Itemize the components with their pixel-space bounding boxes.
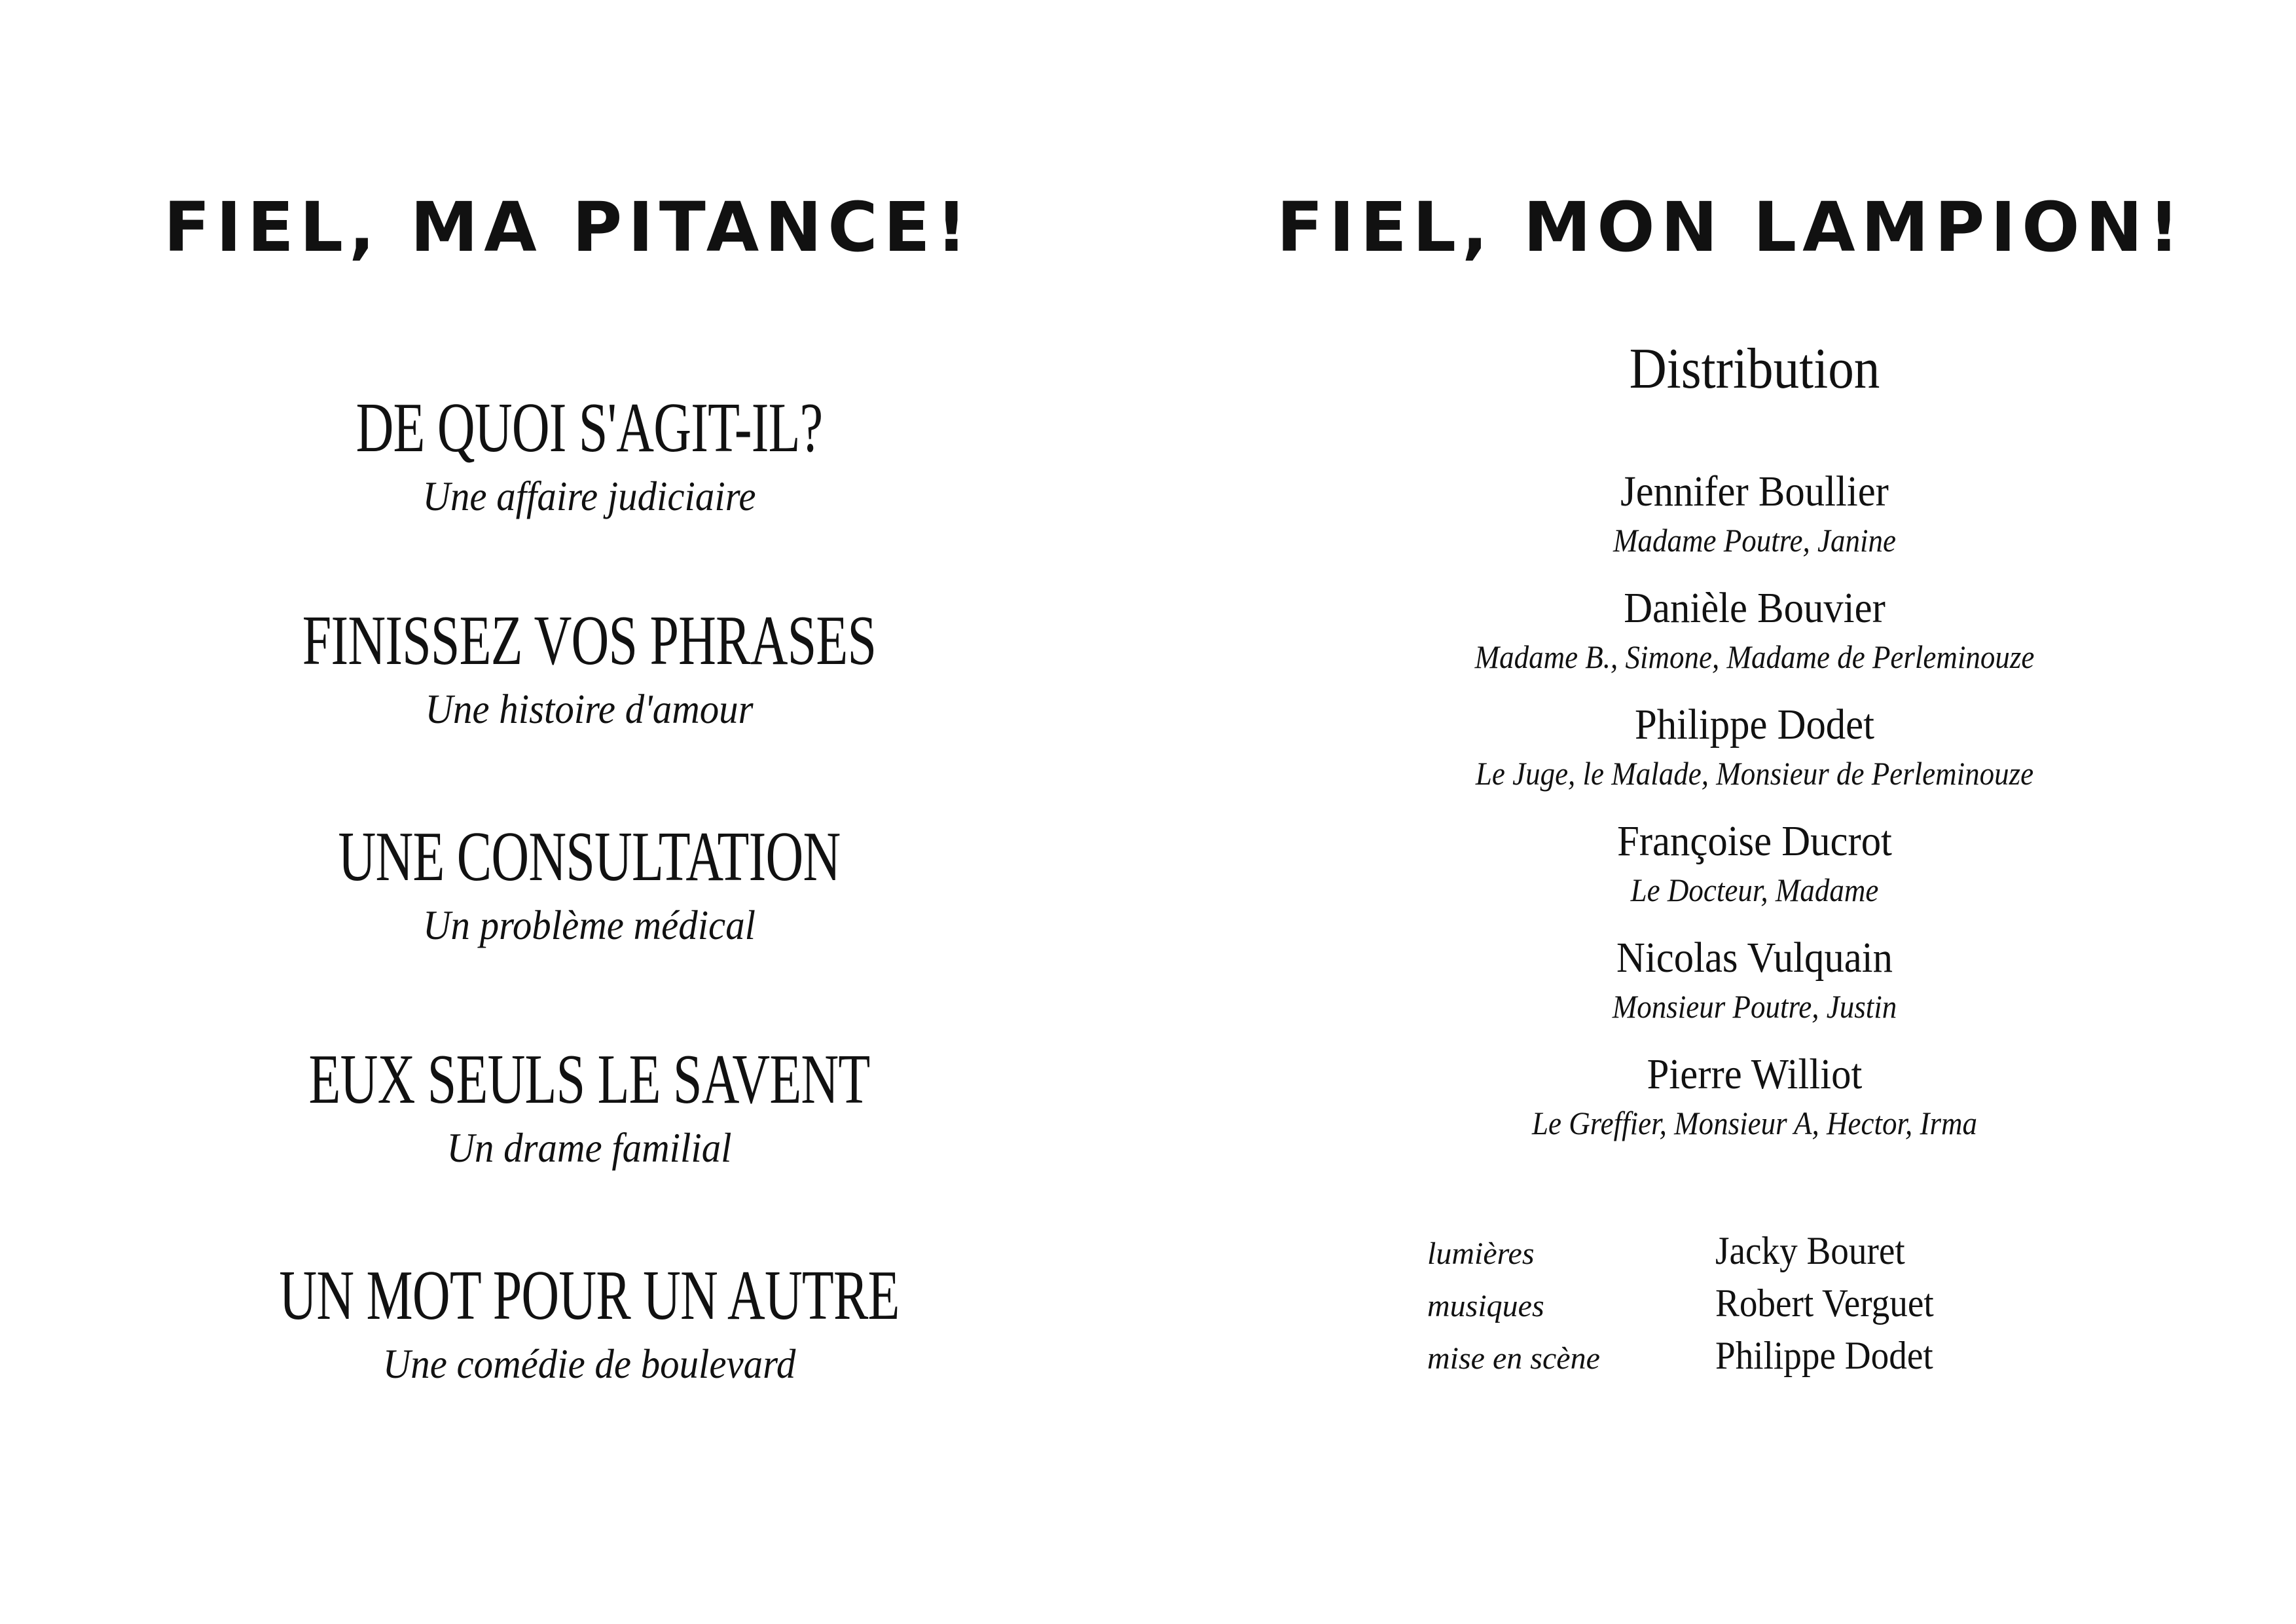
sketch-title: FINISSEZ VOS PHRASES	[302, 602, 877, 680]
credit-role: mise en scène	[1427, 1341, 1600, 1376]
sketch-subtitle: Un drame familial	[446, 1124, 732, 1171]
sketch-title: EUX SEULS LE SAVENT	[308, 1041, 870, 1118]
actor-name: Françoise Ducrot	[1617, 817, 1892, 865]
actor-name: Pierre Williot	[1647, 1050, 1863, 1098]
sketch-subtitle: Une comédie de boulevard	[382, 1340, 796, 1387]
actor-name: Jennifer Boullier	[1620, 468, 1889, 515]
credit-row	[1427, 1283, 1953, 1336]
sketch-item	[0, 818, 1178, 948]
sketch-title: UN MOT POUR UN AUTRE	[279, 1257, 900, 1335]
credit-row	[1427, 1336, 1953, 1388]
sketch-subtitle: Une affaire judiciaire	[422, 473, 756, 519]
right-page	[1231, 0, 2278, 1624]
actor-roles: Le Greffier, Monsieur A, Hector, Irma	[1532, 1105, 1977, 1141]
credit-name: Philippe Dodet	[1715, 1334, 1933, 1377]
credit-name: Jacky Bouret	[1715, 1229, 1905, 1272]
cast-member	[1231, 703, 2278, 820]
cast-member	[1231, 936, 2278, 1053]
credit-role: musiques	[1427, 1289, 1544, 1323]
sketch-subtitle: Un problème médical	[423, 902, 756, 948]
distribution-heading: Distribution	[1629, 337, 1880, 401]
actor-roles: Madame B., Simone, Madame de Perleminouze	[1474, 638, 2035, 675]
cast-member	[1231, 817, 2278, 936]
sketch-item	[0, 602, 1178, 732]
sketch-item	[0, 1257, 1178, 1387]
actor-roles: Monsieur Poutre, Justin	[1612, 988, 1897, 1025]
actor-roles: Madame Poutre, Janine	[1613, 522, 1896, 559]
cast-member	[1231, 584, 2278, 703]
actor-roles: Le Docteur, Madame	[1630, 872, 1879, 908]
cast-list	[1231, 470, 2278, 1170]
credit-row	[1427, 1231, 1953, 1283]
sketch-item	[0, 1041, 1178, 1171]
credits-list	[1427, 1231, 1953, 1388]
cast-member	[1231, 1050, 2278, 1170]
right-page-title: FIEL, MON LAMPION!	[1277, 187, 2185, 267]
actor-name: Nicolas Vulquain	[1616, 934, 1893, 982]
sketch-title: UNE CONSULTATION	[338, 818, 841, 896]
sketch-subtitle: Une histoire d'amour	[425, 686, 754, 732]
actor-name: Danièle Bouvier	[1624, 584, 1886, 632]
sketch-item	[0, 389, 1178, 519]
sketch-title: DE QUOI S'AGIT-IL?	[355, 389, 823, 467]
actor-name: Philippe Dodet	[1635, 701, 1874, 748]
cast-member	[1231, 470, 2278, 587]
credit-name: Robert Verguet	[1715, 1282, 1934, 1325]
actor-roles: Le Juge, le Malade, Monsieur de Perleminouze	[1475, 755, 2034, 792]
credit-role: lumières	[1427, 1236, 1535, 1271]
left-page-title: FIEL, MA PITANCE!	[164, 187, 974, 267]
